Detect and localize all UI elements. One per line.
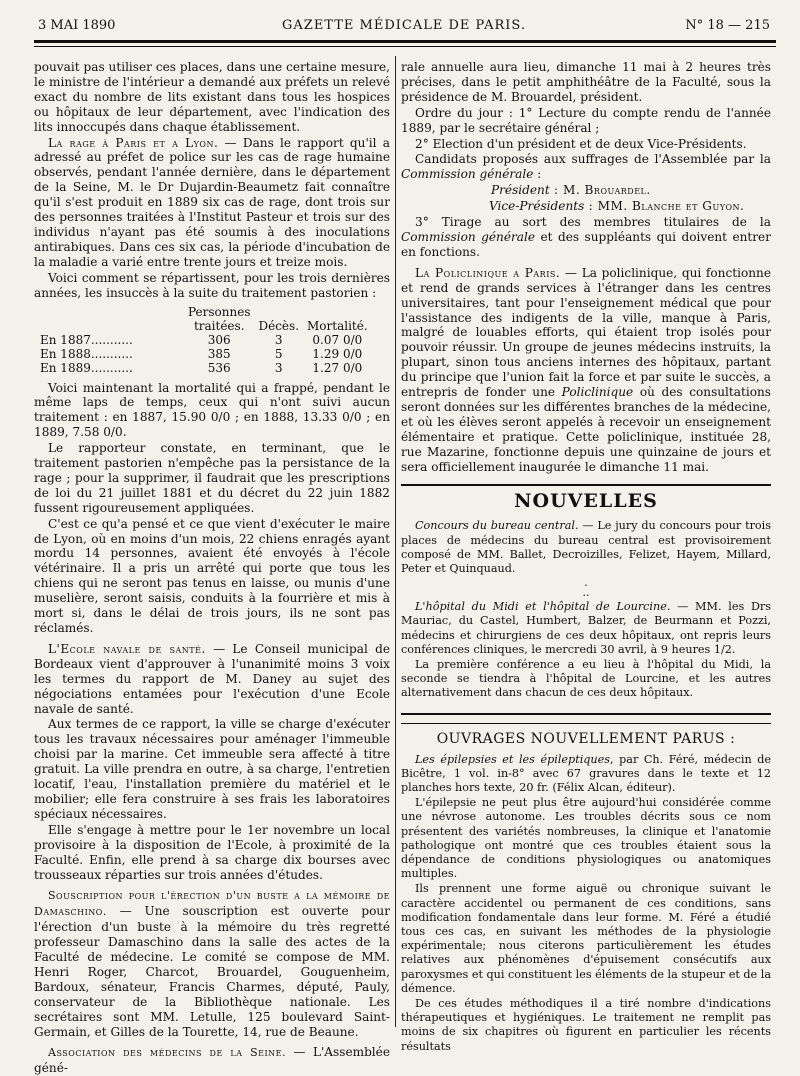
policlinique-text-2: où des consultations seront données sur les différentes branches de la médecine, et où les élèves seront appelés à recevoir un enseignement élémentaire et pratique. Cette policlinique, instituée 28, rue Mazarine, fonctionne depuis une quinzaine de jours et sera officiellement inaugurée le dimanche 11 mai. xyxy=(401,385,772,474)
candidats-paragraph xyxy=(401,152,771,182)
rage-heading: La rage à Paris et a Lyon. xyxy=(48,135,219,150)
association-heading: Association des médecins de la Seine. xyxy=(48,1046,286,1060)
policlinique-heading: La Policlinique a Paris. xyxy=(415,265,561,280)
president-line xyxy=(401,183,771,198)
book-paragraph-1: L'épilepsie ne peut plus être aujourd'hui considérée comme une névrose autonome. Les troubles décrits sous ce nom présentent des variétés nombreuses, la clinique et l'anatomie pathologique ont montré que ces troubles étaient sous la dépendance de conditions physiologiques ou anatomiques multiples. xyxy=(401,796,771,881)
table-head-deces: Décès. xyxy=(258,318,300,333)
header-title: GAZETTE MÉDICALE DE PARIS. xyxy=(282,18,526,33)
vice-president-names: : MM. Blanche et Guyon. xyxy=(584,199,745,214)
table-cell-year: En 1889........... xyxy=(40,360,133,375)
commission-generale-2: Commission générale xyxy=(401,229,536,244)
table-cell-deces: 5 xyxy=(274,346,283,361)
president-name: : M. Brouardel. xyxy=(549,183,651,198)
book-reference xyxy=(401,753,771,796)
rage-text-1: — Dans le rapport qu'il a adressé au préfet de police sur les cas de rage humaine observés, pendant l'année dernière, dans le département de la Seine, M. le Dr Dujardin-Beaumetz fait connaître qu'il s'est produit en 1889 six cas de rage, dont trois sur des personnes traitées à l'Institut Pasteur et trois sur des individus n'ayant pas été soumis à des inoculations antirabiques. Dans ces six cas, la période d'incubation de la maladie a varié entre trente jours et treize mois. xyxy=(34,135,390,269)
table-cell-traitees: 385 xyxy=(207,346,231,361)
table-cell-mortalite: 1.27 0/0 xyxy=(312,360,363,375)
concours-paragraph xyxy=(401,519,771,576)
table-cell-deces: 3 xyxy=(274,332,283,347)
ecole-paragraph-3: Elle s'engage à mettre pour le 1er novembre un local provisoire à la disposition de l'Ecole, à proximité de la Faculté. Enfin, elle prend à sa charge dix bourses avec trousseaux réparties sur trois années d'études. xyxy=(34,822,390,882)
souscription-text: — Une souscription est ouverte pour l'érection d'un buste à la mémoire du très regretté professeur Damaschino dans la salle des actes de la Faculté de médecine. Le comité se compose de MM. Henri Roger, Charcot, Brouardel, Gouguenheim, Bardoux, sénateur, Francis Charmes, député, Pauly, conservateur de la Bibliothèque nationale. Les secrétaires sont MM. Letulle, 125 boulevard Saint-Germain, et Gilles de la Tourette, 14, rue de Beaune. xyxy=(34,904,390,1039)
election-item: 2° Election d'un président et de deux Vice-Présidents. xyxy=(415,136,747,151)
commission-generale-1: Commission générale xyxy=(401,167,534,182)
table-head-traitees: traitées. xyxy=(193,318,245,333)
rage-paragraph-4: Le rapporteur constate, en terminant, que le traitement pastorien n'empêche pas la persistance de la rage ; pour la supprimer, il faudrait que les prescriptions de loi du 21 juillet 1881 et du décret du 22 juin 1882 fussent rigoureusement appliquées. xyxy=(34,441,390,515)
left-column xyxy=(34,60,391,1076)
book-title: Les épilepsies et les épileptiques xyxy=(415,752,611,766)
header-rule-thin xyxy=(34,46,776,47)
midi-heading: L'hôpital du Midi et l'hôpital de Lourcine. xyxy=(415,600,671,614)
table-cell-year: En 1888........... xyxy=(40,346,133,361)
book-paragraph-3: De ces études méthodiques il a tiré nombre d'indications thérapeutiques et hygiéniques. Le traitement ne remplit pas moins de six chapitres où figurent en particulier les récents résultats xyxy=(401,996,771,1053)
table-cell-mortalite: 0.07 0/0 xyxy=(312,332,363,347)
table-cell-mortalite: 1.29 0/0 xyxy=(312,346,363,361)
right-column xyxy=(401,60,772,1053)
nouvelles-heading: NOUVELLES xyxy=(514,490,658,513)
ouvrages-heading: OUVRAGES NOUVELLEMENT PARUS : xyxy=(436,730,736,747)
candidats-text: Candidats proposés aux suffrages de l'Assemblée par la xyxy=(415,152,771,167)
left-opening-paragraph: pouvait pas utiliser ces places, dans une certaine mesure, le ministre de l'intérieur a demandé aux préfets un relevé exact du nombre de lits existant dans tous les hospices ou hôpitaux de leur département, avec l'indication des lits innoccupés dans chaque établissement. xyxy=(34,60,390,134)
column-divider xyxy=(395,56,396,1027)
concours-heading: Concours du bureau central. xyxy=(415,519,579,533)
souscription-heading: Souscription pour l'érection d'un buste a la mémoire de Damaschino. xyxy=(34,889,390,919)
table-row xyxy=(40,361,376,375)
rage-paragraph xyxy=(34,136,390,270)
table-row xyxy=(40,333,376,347)
asterism-separator: . .. xyxy=(582,576,590,600)
midi-text: — MM. les Drs Mauriac, du Castel, Humbert, Balzer, de Beurmann et Pozzi, médecins et chirurgiens de ces deux hôpitaux, ont repris leurs conférences cliniques, le mercredi 30 avril, à 9 heures 1/2. xyxy=(401,600,771,656)
table-head-personnes: Personnes xyxy=(188,304,251,319)
policlinique-italic: Policlinique xyxy=(561,385,634,400)
rage-paragraph-5: C'est ce qu'a pensé et ce que vient d'exécuter le maire de Lyon, où en moins d'un mois, 22 chiens enragés ayant mordu 14 personnes, avaient été envoyés à l'école vétérinaire. Il a pris un arrêté qui porte que tous les chiens qui ne seront pas tenus en laisse, ou munis d'une muselière, seront saisis, conduits à la fourrière et mis à mort si, dans le délai de trois jours, ils ne sont pas réclamés. xyxy=(34,516,390,635)
header-date: 3 MAI 1890 xyxy=(38,18,116,33)
concours-text: — Le jury du concours pour trois places de médecins du bureau central est provisoirement composé de MM. Ballet, Decroizilles, Felizet, Hayem, Millard, Peter et Quinquaud. xyxy=(401,519,771,575)
header-rule-thick xyxy=(34,40,776,43)
association-paragraph xyxy=(34,1045,390,1076)
section-rule-3 xyxy=(401,723,771,724)
ecole-heading: L'Ecole navale de santé. xyxy=(48,641,206,656)
section-rule xyxy=(401,484,771,486)
policlinique-paragraph xyxy=(401,266,771,475)
midi-paragraph-2: La première conférence a eu lieu à l'hôpital du Midi, la seconde se tiendra à l'hôpital de Lourcine, et les autres alternativement dans chacun de ces deux hôpitaux. xyxy=(401,658,771,700)
right-opening-paragraph: rale annuelle aura lieu, dimanche 11 mai à 2 heures très précises, dans le petit amphithéâtre de la Faculté, sous la présidence de M. Brouardel, président. xyxy=(401,60,771,104)
book-ref-text: , par Ch. Féré, médecin de Bicêtre, 1 vol. in-8° avec 67 gravures dans le texte et 12 planches hors texte, 20 fr. (Félix Alcan, éditeur). xyxy=(401,752,772,794)
section-rule-2 xyxy=(401,713,771,715)
table-cell-traitees: 536 xyxy=(207,360,231,375)
president-label: Président xyxy=(491,183,550,198)
vice-president-label: Vice-Présidents xyxy=(489,199,585,214)
tirage-text-2: et des suppléants qui doivent entrer en fonctions. xyxy=(401,229,771,259)
rage-paragraph-2: Voici comment se répartissent, pour les trois dernières années, les insuccès à la suite du traitement pastorien : xyxy=(34,270,390,300)
table-cell-traitees: 306 xyxy=(207,332,231,347)
rage-paragraph-3: Voici maintenant la mortalité qui a frappé, pendant le même laps de temps, ceux qui n'ont suivi aucun traitement : en 1887, 15.90 0/0 ; en 1888, 13.33 0/0 ; en 1889, 7.58 0/0. xyxy=(34,380,390,440)
book-paragraph-2: Ils prennent une forme aiguë ou chronique suivant le caractère accidentel ou permanent de ces conditions, sans modification fondamentale dans leur forme. M. Féré a étudié tous ces cas, en suivant les méthodes de la physiologie expérimentale; nous citerons particulièrement les études relatives aux phénomènes d'épuisement consécutifs aux paroxysmes et qui constituent les éléments de la stupeur et de la démence. xyxy=(401,882,771,995)
header-issue: N° 18 — 215 xyxy=(685,18,770,33)
vice-president-line xyxy=(401,199,771,214)
midi-paragraph xyxy=(401,600,771,657)
table-head-mortalite: Mortalité. xyxy=(307,318,368,333)
table-cell-year: En 1887........... xyxy=(40,332,133,347)
association-text: — L'Assemblée géné- xyxy=(34,1045,390,1076)
ordre-du-jour: Ordre du jour : 1° Lecture du compte rendu de l'année 1889, par le secrétaire général ; xyxy=(401,105,771,135)
page-header xyxy=(38,14,770,36)
table-row xyxy=(40,347,376,361)
ecole-paragraph-2: Aux termes de ce rapport, la ville se charge d'exécuter tous les travaux nécessaires pour aménager l'immeuble choisi par la marine. Cet immeuble sera affecté à titre gratuit. La ville prendra en outre, à sa charge, l'entretien locatif, l'eau, l'installation première du matériel et le mobilier; elle fera construire à ses frais les laboratoires spéciaux nécessaires. xyxy=(34,717,390,821)
policlinique-text-1: — La policlinique, qui fonctionne et rend de grands services à l'étranger dans les centres universitaires, tant pour l'enseignement médical que pour l'assistance des indigents de la ville, manque à Paris, malgré de louables efforts, qui étaient trop isolés pour pouvoir réussir. Un groupe de jeunes médecins instruits, la plupart, sinon tous anciens internes des hôpitaux, partant du principe que l'union fait la force et par suite le succès, a entrepris de fonder une xyxy=(401,265,771,400)
ecole-paragraph xyxy=(34,642,390,717)
tirage-text-1: 3° Tirage au sort des membres titulaires de la xyxy=(415,215,771,230)
ecole-text-1: — Le Conseil municipal de Bordeaux vient d'approuver à l'unanimité moins 3 voix les termes du rapport de M. Daney au sujet des négociations entamées pour l'exécution d'une Ecole navale de santé. xyxy=(34,641,391,716)
candidats-colon: : xyxy=(533,167,542,182)
tirage-paragraph xyxy=(401,215,771,260)
table-cell-deces: 3 xyxy=(274,360,283,375)
rage-statistics-table xyxy=(34,305,390,375)
souscription-paragraph xyxy=(34,888,390,1039)
